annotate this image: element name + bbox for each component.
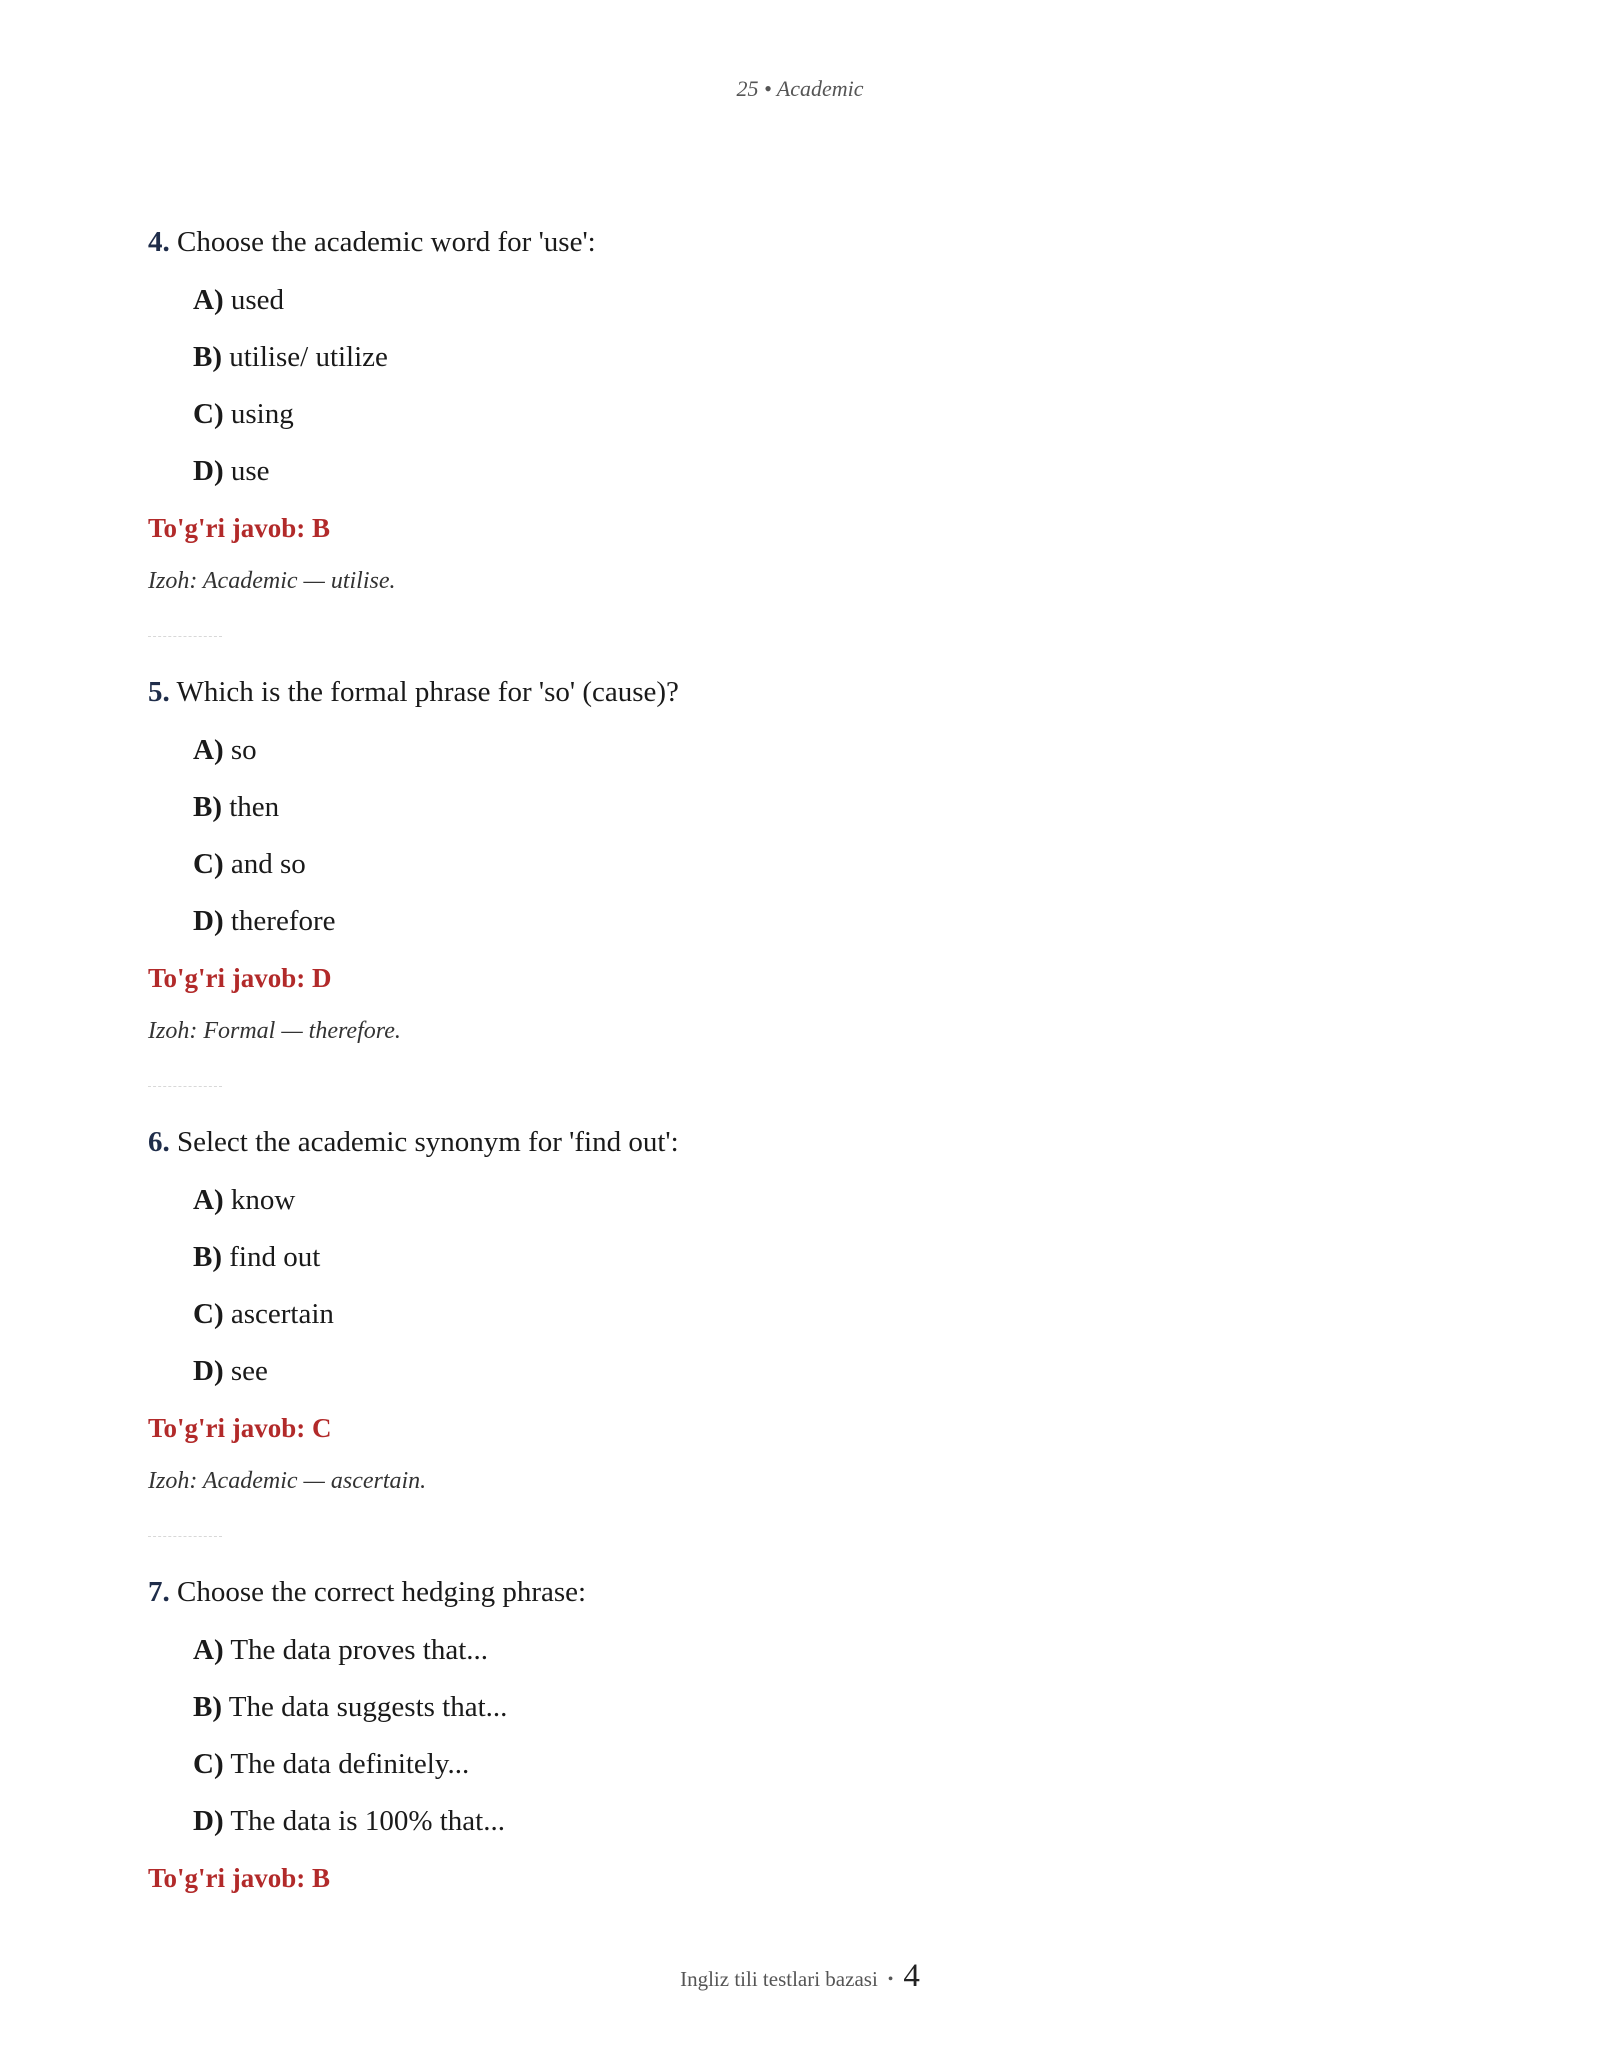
option-a [193,1172,1448,1229]
question-text: Select the academic synonym for 'find out': [177,1126,679,1158]
footer-separator: • [887,1971,894,1988]
option-letter: B) [193,791,222,823]
option-letter: A) [193,1634,224,1666]
questions-list [148,216,1448,1906]
option-letter: B) [193,1691,222,1723]
correct-answer: To'g'ri javob: C [148,1413,332,1443]
question-5 [148,666,1448,1116]
correct-answer: To'g'ri javob: D [148,963,332,993]
question-number: 6. [148,1126,170,1158]
page-footer [0,1958,1600,1995]
question-title [148,216,1448,268]
option-text: so [230,734,257,766]
option-d [193,893,1448,950]
option-d [193,443,1448,500]
explanation: Izoh: Formal — therefore. [148,1018,401,1044]
option-text: see [230,1355,268,1387]
option-c [193,1736,1448,1793]
option-letter: D) [193,905,224,937]
option-text: know [230,1184,296,1216]
explanation: Izoh: Academic — utilise. [148,568,396,594]
option-text: use [230,455,270,487]
option-letter: C) [193,848,224,880]
question-title [148,1116,1448,1168]
option-text: The data suggests that... [228,1691,508,1723]
option-text: utilise/ utilize [229,341,388,373]
divider [148,1056,1448,1116]
option-b [193,1679,1448,1736]
option-letter: D) [193,455,224,487]
option-text: then [229,791,280,823]
question-number: 5. [148,676,170,708]
question-7 [148,1566,1448,1906]
option-a [193,272,1448,329]
question-text: Choose the academic word for 'use': [177,226,596,258]
option-c [193,836,1448,893]
option-text: The data is 100% that... [230,1805,505,1837]
option-a [193,722,1448,779]
option-b [193,329,1448,386]
option-c [193,1286,1448,1343]
option-letter: C) [193,1298,224,1330]
option-text: and so [230,848,306,880]
option-letter: D) [193,1805,224,1837]
question-number: 7. [148,1576,170,1608]
correct-answer: To'g'ri javob: B [148,513,331,543]
option-letter: B) [193,1241,222,1273]
explanation: Izoh: Academic — ascertain. [148,1468,427,1494]
option-d [193,1793,1448,1850]
option-text: The data proves that... [230,1634,489,1666]
option-letter: C) [193,1748,224,1780]
question-number: 4. [148,226,170,258]
option-text: find out [229,1241,321,1273]
options-list [148,722,1448,950]
options-list [148,272,1448,500]
option-b [193,1229,1448,1286]
question-text: Which is the formal phrase for 'so' (cause)? [176,676,679,708]
page-number: 4 [903,1958,920,1994]
question-title [148,666,1448,718]
option-text: therefore [230,905,336,937]
divider [148,606,1448,666]
options-list [148,1622,1448,1850]
page-header: 25 • Academic [736,76,864,101]
option-letter: A) [193,1184,224,1216]
option-letter: A) [193,284,224,316]
option-letter: D) [193,1355,224,1387]
options-list [148,1172,1448,1400]
option-letter: A) [193,734,224,766]
option-letter: B) [193,341,222,373]
correct-answer: To'g'ri javob: B [148,1863,331,1893]
footer-title: Ingliz tili testlari bazasi [680,1967,878,1991]
question-4 [148,216,1448,666]
option-c [193,386,1448,443]
option-letter: C) [193,398,224,430]
option-d [193,1343,1448,1400]
option-text: The data definitely... [230,1748,470,1780]
option-text: ascertain [230,1298,334,1330]
question-title [148,1566,1448,1618]
option-text: using [230,398,294,430]
option-a [193,1622,1448,1679]
question-6 [148,1116,1448,1566]
question-text: Choose the correct hedging phrase: [177,1576,587,1608]
divider [148,1506,1448,1566]
option-b [193,779,1448,836]
option-text: used [230,284,285,316]
